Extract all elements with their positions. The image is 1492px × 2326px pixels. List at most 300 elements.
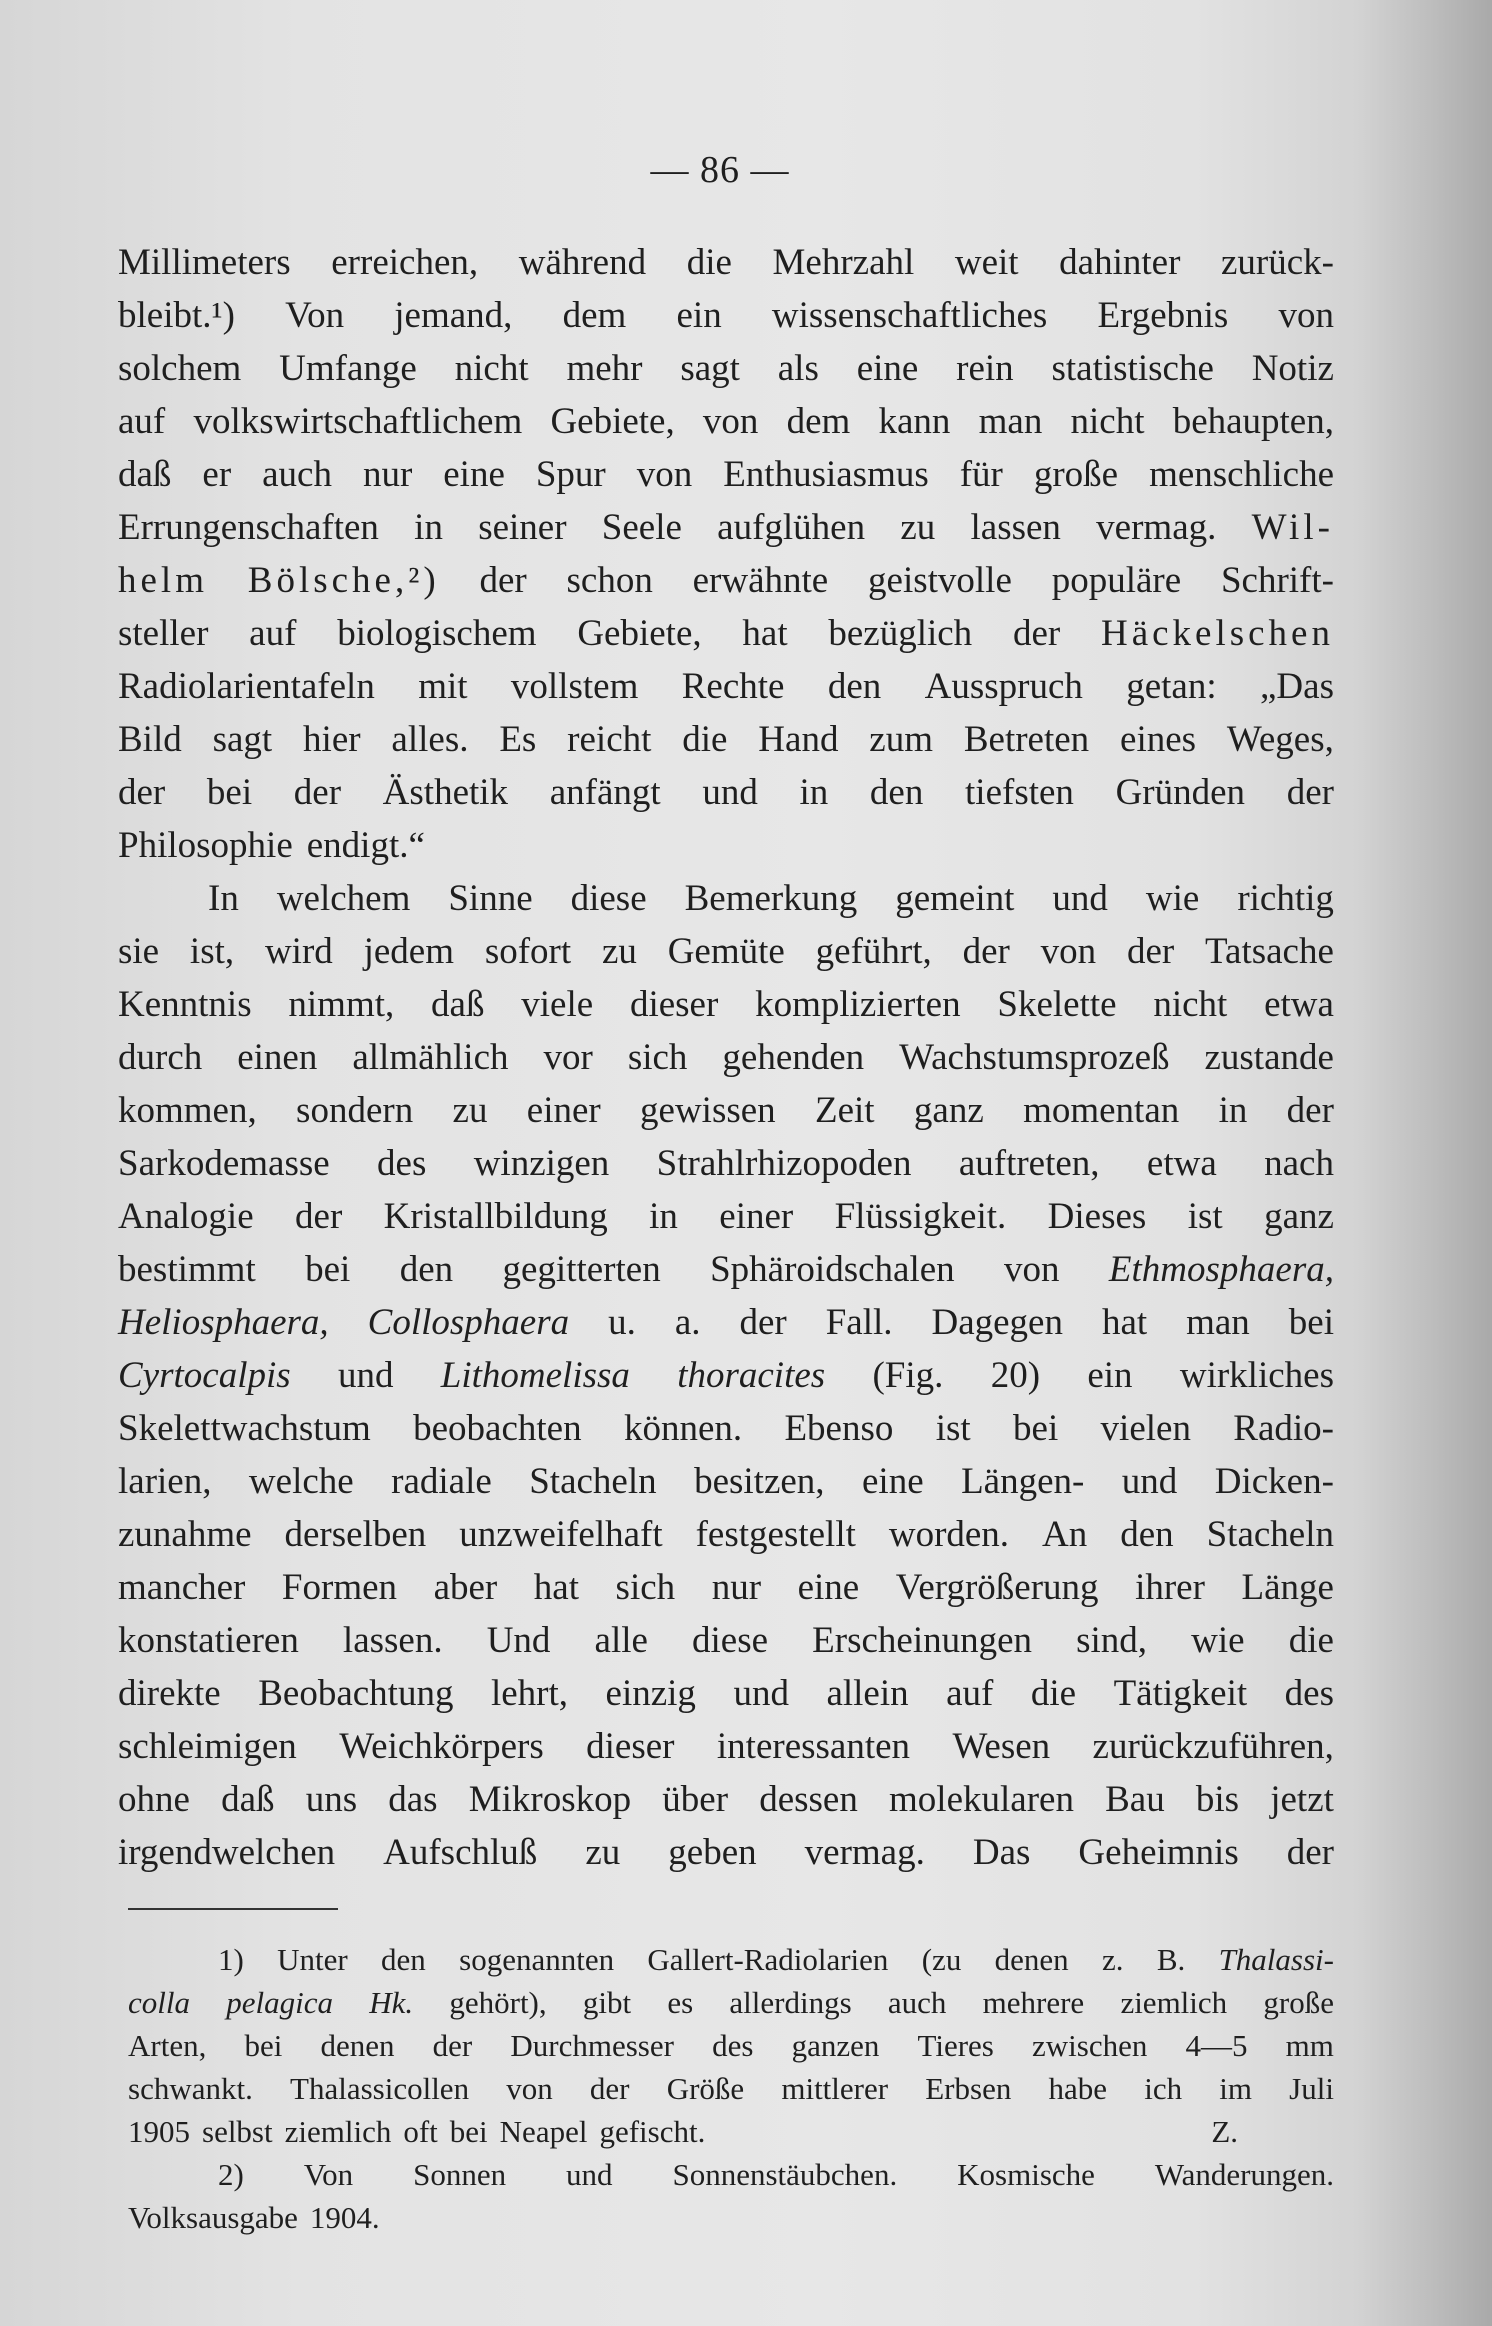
word: B. [1156, 1942, 1186, 1977]
word: welche [248, 1461, 354, 1502]
word: erwähnte [692, 560, 829, 601]
text-line [118, 236, 1334, 289]
word: ist, [189, 931, 235, 972]
word: Das [972, 1832, 1031, 1873]
word: Schrift- [1220, 560, 1334, 601]
word: dieser [586, 1726, 675, 1767]
word: den [869, 772, 924, 813]
word: hier [303, 719, 361, 760]
word: Kenntnis [118, 984, 252, 1025]
word: des [1284, 1673, 1334, 1714]
word: erreichen, [331, 242, 479, 283]
word: Wanderungen. [1154, 2157, 1334, 2192]
word: Ergebnis [1097, 295, 1229, 336]
word: Bau [1105, 1779, 1165, 1820]
word: Volksausgabe [128, 2200, 298, 2235]
word: reicht [567, 719, 652, 760]
word: Erscheinungen [812, 1620, 1033, 1661]
word: bei [1013, 1408, 1059, 1449]
text-line [118, 925, 1334, 978]
word: ist [1187, 1196, 1223, 1237]
word: (Fig. [872, 1355, 944, 1396]
text-line [118, 872, 1334, 925]
word: Kosmische [957, 2157, 1095, 2192]
word: der [118, 772, 166, 813]
word: bei [305, 1249, 351, 1290]
word: behaupten, [1172, 401, 1334, 442]
word: zu [900, 507, 936, 548]
text-line [118, 660, 1334, 713]
text-line [118, 448, 1334, 501]
word: dem [786, 401, 851, 442]
word: vor [543, 1037, 593, 1078]
word: jemand, [394, 295, 513, 336]
word: der [739, 1302, 787, 1343]
word: zurückzuführen, [1092, 1726, 1334, 1767]
word: ganz [1264, 1196, 1334, 1237]
word: Ästhetik [382, 772, 509, 813]
word: 4—5 [1185, 2028, 1248, 2063]
word: zwischen [1032, 2028, 1148, 2063]
word: An [1042, 1514, 1088, 1555]
word: viele [521, 984, 594, 1025]
word: und [702, 772, 758, 813]
word: Wil- [1251, 507, 1334, 548]
word: 2) [218, 2157, 244, 2192]
word: habe [1048, 2071, 1108, 2106]
word: in [649, 1196, 678, 1237]
word: ziemlich [1120, 1985, 1228, 2020]
word: man [1186, 1302, 1250, 1343]
footnote-rule [128, 1908, 338, 1910]
footnote-line [128, 2067, 1334, 2110]
word: momentan [1023, 1090, 1180, 1131]
word: Tatsache [1205, 931, 1334, 972]
word: dieser [629, 984, 719, 1025]
word: der [432, 2028, 473, 2063]
word: Collosphaera [367, 1302, 570, 1343]
word: Gebiete, [577, 613, 702, 654]
word: von [1040, 931, 1097, 972]
word: u. [608, 1302, 636, 1343]
word: unzweifelhaft [459, 1514, 663, 1555]
word: der [293, 772, 342, 813]
word: worden. [888, 1514, 1010, 1555]
word: wie [1145, 878, 1200, 919]
word: große [1033, 454, 1119, 495]
word: besitzen, [694, 1461, 825, 1502]
text-line [118, 554, 1334, 607]
word: Mehrzahl [772, 242, 915, 283]
word: beobachten [413, 1408, 582, 1449]
word: mm [1285, 2028, 1334, 2063]
word: wirkliches [1179, 1355, 1334, 1396]
word: Sonnenstäubchen. [672, 2157, 898, 2192]
footnote-line [128, 2196, 1334, 2239]
word: Arten, [128, 2028, 207, 2063]
word: dem [562, 295, 627, 336]
word: die [1030, 1673, 1077, 1714]
word: ihrer [1135, 1567, 1205, 1608]
word: Sphäroidschalen [710, 1249, 955, 1290]
word: diese [692, 1620, 769, 1661]
word: sich [615, 1567, 676, 1608]
word: Mikroskop [468, 1779, 632, 1820]
word: endigt.“ [306, 825, 425, 866]
word: den [381, 1942, 426, 1977]
word: von [1004, 1249, 1060, 1290]
word: nur [362, 454, 413, 495]
word: nicht [1070, 401, 1145, 442]
word: von [636, 454, 693, 495]
word: colla [128, 1985, 190, 2020]
word: volkswirtschaftlichem [193, 401, 523, 442]
word: derselben [284, 1514, 427, 1555]
word: Neapel [499, 2114, 588, 2149]
word: Strahlrhizopoden [656, 1143, 912, 1184]
word: Spur [535, 454, 606, 495]
text-line [118, 289, 1334, 342]
word: Weges, [1226, 719, 1334, 760]
word: während [518, 242, 647, 283]
word: mehr [566, 348, 643, 389]
word: sogenannten [459, 1942, 615, 1977]
page-number: — 86 — [650, 149, 790, 191]
word: und [733, 1673, 789, 1714]
word: Aufschluß [383, 1832, 538, 1873]
word: sind, [1076, 1620, 1148, 1661]
text-line [118, 1773, 1334, 1826]
word: Länge [1241, 1567, 1334, 1608]
word: molekularen [889, 1779, 1074, 1820]
word: lehrt, [490, 1673, 569, 1714]
word: nimmt, [288, 984, 395, 1025]
word: bei [449, 2114, 488, 2149]
word: man [978, 401, 1043, 442]
word: auftreten, [958, 1143, 1100, 1184]
word: (zu [921, 1942, 962, 1977]
word: eine [862, 1461, 924, 1502]
word: durch [118, 1037, 203, 1078]
word: gefischt. [599, 2114, 706, 2149]
text-line [118, 1826, 1334, 1879]
word: Von [303, 2157, 354, 2192]
word: vollstem [510, 666, 639, 707]
word: Weichkörpers [339, 1726, 544, 1767]
word: gegitterten [502, 1249, 661, 1290]
word: biologischem [337, 613, 537, 654]
word: sich [627, 1037, 688, 1078]
word: von [506, 2071, 553, 2106]
word: Dieses [1047, 1196, 1147, 1237]
text-line [118, 978, 1334, 1031]
word: einen [237, 1037, 318, 1078]
word: bei [244, 2028, 283, 2063]
word: „Das [1260, 666, 1334, 707]
word: Es [499, 719, 537, 760]
word: Bild [118, 719, 182, 760]
word: vermag. [804, 1832, 925, 1873]
word: über [662, 1779, 729, 1820]
word: sofort [484, 931, 572, 972]
word: 20) [990, 1355, 1041, 1396]
word: in [799, 772, 829, 813]
word: Bölsche,²) [247, 560, 440, 601]
word: Unter [277, 1942, 348, 1977]
word: allein [826, 1673, 909, 1714]
word: Errungenschaften [118, 507, 379, 548]
word: ein [1087, 1355, 1133, 1396]
word: Wesen [952, 1726, 1051, 1767]
word: dessen [759, 1779, 858, 1820]
word: Dagegen [931, 1302, 1063, 1343]
word: Kristallbildung [383, 1196, 608, 1237]
word: Gründen [1115, 772, 1246, 813]
word: Wachstumsprozeß [899, 1037, 1170, 1078]
word: zu [585, 1832, 621, 1873]
word: als [777, 348, 819, 389]
word: mittlerer [781, 2071, 889, 2106]
word: Erbsen [925, 2071, 1012, 2106]
footnote-line [128, 1981, 1334, 2024]
word: In [208, 878, 239, 919]
word: Ethmosphaera, [1108, 1249, 1334, 1290]
word: und [1052, 878, 1108, 919]
word: hat [1101, 1302, 1148, 1343]
word: Betreten [963, 719, 1090, 760]
word: komplizierten [755, 984, 961, 1025]
word: gehenden [722, 1037, 865, 1078]
word: Seele [601, 507, 682, 548]
word: Stacheln [529, 1461, 657, 1502]
word: Fall. [825, 1302, 893, 1343]
text-line [118, 395, 1334, 448]
word: interessanten [716, 1726, 911, 1767]
word: mit [418, 666, 468, 707]
word: bleibt.¹) [118, 295, 235, 336]
word: Enthusiasmus [723, 454, 929, 495]
word: eines [1120, 719, 1197, 760]
word: bei [206, 772, 253, 813]
word: daß [118, 454, 172, 495]
word: ohne [118, 1779, 190, 1820]
word: er [202, 454, 232, 495]
text-line [118, 1561, 1334, 1614]
word: große [1263, 1985, 1334, 2020]
word: in [1218, 1090, 1248, 1131]
word: aber [433, 1567, 498, 1608]
word: 1) [218, 1942, 244, 1977]
word: alle [594, 1620, 648, 1661]
word: von [1278, 295, 1334, 336]
word: auf [118, 401, 166, 442]
word: von [702, 401, 759, 442]
word: Radio- [1233, 1408, 1334, 1449]
word: der [1286, 1832, 1334, 1873]
word: ist [935, 1408, 971, 1449]
footnote-line [128, 2153, 1334, 2196]
word: bis [1195, 1779, 1240, 1820]
word: ziemlich [284, 2114, 392, 2149]
word: mehrere [982, 1985, 1085, 2020]
word: zunahme [118, 1514, 252, 1555]
text-line [118, 607, 1334, 660]
word: der [1012, 613, 1061, 654]
text-line [118, 766, 1334, 819]
word: und [1121, 1461, 1178, 1502]
footnote-line [128, 1938, 1334, 1981]
word: den [399, 1249, 454, 1290]
word: eine [797, 1567, 860, 1608]
word: geistvolle [868, 560, 1012, 601]
word: schleimigen [118, 1726, 297, 1767]
text-line [118, 1190, 1334, 1243]
word: diese [570, 878, 647, 919]
word: helm [118, 560, 208, 601]
footnote-signature: Z. [1211, 2114, 1238, 2149]
word: der [589, 2071, 630, 2106]
word: gewissen [640, 1090, 776, 1131]
word: sagt [680, 348, 740, 389]
word: Skelette [997, 984, 1117, 1025]
word: der [962, 931, 1010, 972]
word: radiale [391, 1461, 492, 1502]
word: Lithomelissa [440, 1355, 630, 1396]
word: kommen, [118, 1090, 257, 1131]
footnotes [128, 1938, 1334, 2239]
word: nicht [454, 348, 529, 389]
word: und [566, 2157, 613, 2192]
word: nur [711, 1567, 762, 1608]
word: kann [878, 401, 951, 442]
word: Rechte [681, 666, 785, 707]
word: hat [742, 613, 788, 654]
word: denen [994, 1942, 1069, 1977]
word: aufglühen [717, 507, 866, 548]
word: bezüglich [828, 613, 973, 654]
word: und [337, 1355, 394, 1396]
word: Tätigkeit [1113, 1673, 1248, 1714]
text-line [118, 1508, 1334, 1561]
word: welchem [276, 878, 411, 919]
word: steller [118, 613, 209, 654]
word: Und [486, 1620, 551, 1661]
word: sie [118, 931, 160, 972]
word: etwa [1264, 984, 1334, 1025]
word: Tieres [917, 2028, 994, 2063]
word: der [295, 1196, 343, 1237]
word: Sonnen [413, 2157, 507, 2192]
word: wie [1191, 1620, 1245, 1661]
text-line [118, 713, 1334, 766]
text-line [118, 501, 1334, 554]
word: weit [954, 242, 1019, 283]
word: irgendwelchen [118, 1832, 336, 1873]
word: ein [676, 295, 722, 336]
word: z. [1101, 1942, 1124, 1977]
word: sondern [296, 1090, 414, 1131]
word: das [388, 1779, 438, 1820]
body-text [118, 236, 1334, 1879]
word: in [414, 507, 443, 548]
word: des [377, 1143, 427, 1184]
word: uns [305, 1779, 358, 1820]
word: geführt, [815, 931, 932, 972]
word: Gebiete, [550, 401, 675, 442]
word: anfängt [549, 772, 661, 813]
word: statistische [1051, 348, 1214, 389]
word: lassen [970, 507, 1061, 548]
word: Sarkodemasse [118, 1143, 330, 1184]
text-line [118, 342, 1334, 395]
word: nach [1264, 1143, 1334, 1184]
word: 1905 [128, 2114, 190, 2149]
word: ganz [913, 1090, 984, 1131]
word: mancher [118, 1567, 246, 1608]
word: lassen. [342, 1620, 443, 1661]
word: auf [946, 1673, 994, 1714]
word: Analogie [118, 1196, 254, 1237]
word: Häckelschen [1100, 613, 1334, 654]
word: Bemerkung [684, 878, 858, 919]
word: Sinne [448, 878, 533, 919]
word: Dicken- [1214, 1461, 1334, 1502]
word: ganzen [791, 2028, 880, 2063]
word: Vergrößerung [895, 1567, 1099, 1608]
word: der [1126, 931, 1175, 972]
word: Stacheln [1206, 1514, 1334, 1555]
word: Ausspruch [924, 666, 1083, 707]
text-line [118, 1720, 1334, 1773]
word: die [1288, 1620, 1334, 1661]
word: etwa [1146, 1143, 1217, 1184]
word: des [712, 2028, 754, 2063]
word: vielen [1100, 1408, 1191, 1449]
word: seiner [478, 507, 567, 548]
word: zu [452, 1090, 488, 1131]
word: den [1120, 1514, 1174, 1555]
word: konstatieren [118, 1620, 299, 1661]
word: thoracites [677, 1355, 826, 1396]
word: gemeint [895, 878, 1015, 919]
word: ich [1144, 2071, 1183, 2106]
word: der [1286, 772, 1334, 813]
word: alles. [391, 719, 469, 760]
word: wird [264, 931, 333, 972]
word: Von [285, 295, 345, 336]
word: Hand [758, 719, 839, 760]
text-line [118, 1084, 1334, 1137]
text-line [118, 1031, 1334, 1084]
word: getan: [1126, 666, 1217, 707]
word: Cyrtocalpis [118, 1355, 291, 1396]
word: für [959, 454, 1003, 495]
word: eine [856, 348, 919, 389]
word: Gemüte [667, 931, 785, 972]
word: direkte [118, 1673, 221, 1714]
word: Philosophie [118, 825, 293, 866]
word: selbst [202, 2114, 273, 2149]
word: dahinter [1059, 242, 1181, 283]
word: gehört), [449, 1985, 547, 2020]
word: solchem [118, 348, 242, 389]
word: Thalassi- [1218, 1942, 1334, 1977]
word: jedem [363, 931, 454, 972]
word: daß [221, 1779, 275, 1820]
word: zustande [1204, 1037, 1334, 1078]
word: a. [674, 1302, 701, 1343]
word: Radiolarientafeln [118, 666, 375, 707]
